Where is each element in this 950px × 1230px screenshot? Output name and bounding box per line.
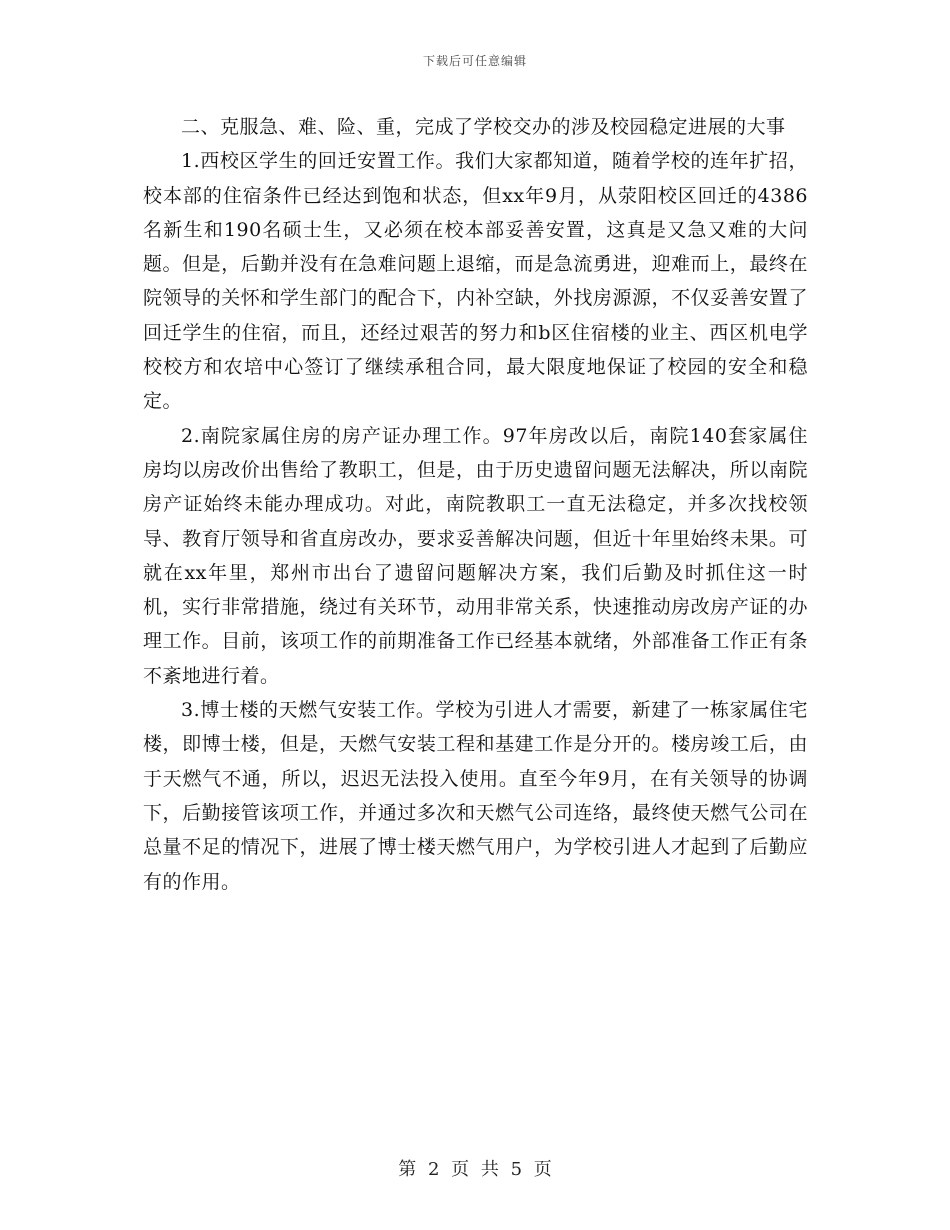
paragraph-item-2: 2.南院家属住房的房产证办理工作。97年房改以后，南院140套家属住房均以房改价出售给了教职工，但是，由于历史遗留问题无法解决，所以南院房产证始终未能办理成功。对此，南院教职工一直无法稳定，并多次找校领导、教育厅领导和省直房改办，要求妥善解决问题，但近十年里始终未果。可就在xx年里，郑州市出台了遗留问题解决方案，我们后勤及时抓住这一时机，实行非常措施，绕过有关环节，动用非常关系，快速推动房改房产证的办理工作。目前，该项工作的前期准备工作已经基本就绪，外部准备工作正有条不紊地进行着。 — [143, 424, 808, 687]
document-body — [143, 110, 808, 899]
paragraph-item-1: 1.西校区学生的回迁安置工作。我们大家都知道，随着学校的连年扩招，校本部的住宿条件已经达到饱和状态，但xx年9月，从荥阳校区回迁的4386名新生和190名硕士生，又必须在校本部妥善安置，这真是又急又难的大问题。但是，后勤并没有在急难问题上退缩，而是急流勇进，迎难而上，最终在院领导的关怀和学生部门的配合下，内补空缺，外找房源源，不仅妥善安置了回迁学生的住宿，而且，还经过艰苦的努力和b区住宿楼的业主、西区机电学校校方和农培中心签订了继续承租合同，最大限度地保证了校园的安全和稳定。 — [143, 150, 808, 413]
page-number-footer: 第 2 页 共 5 页 — [398, 1159, 552, 1180]
section-heading-paragraph: 二、克服急、难、险、重，完成了学校交办的涉及校园稳定进展的大事 — [181, 116, 786, 138]
paragraph-item-3: 3.博士楼的天燃气安装工作。学校为引进人才需要，新建了一栋家属住宅楼，即博士楼，但是，天燃气安装工程和基建工作是分开的。楼房竣工后，由于天燃气不通，所以，迟迟无法投入使用。直至今年9月，在有关领导的协调下，后勤接管该项工作，并通过多次和天燃气公司连络，最终使天燃气公司在总量不足的情况下，进展了博士楼天燃气用户，为学校引进人才起到了后勤应有的作用。 — [143, 699, 808, 893]
page-header: 下载后可任意编辑 — [422, 54, 527, 68]
